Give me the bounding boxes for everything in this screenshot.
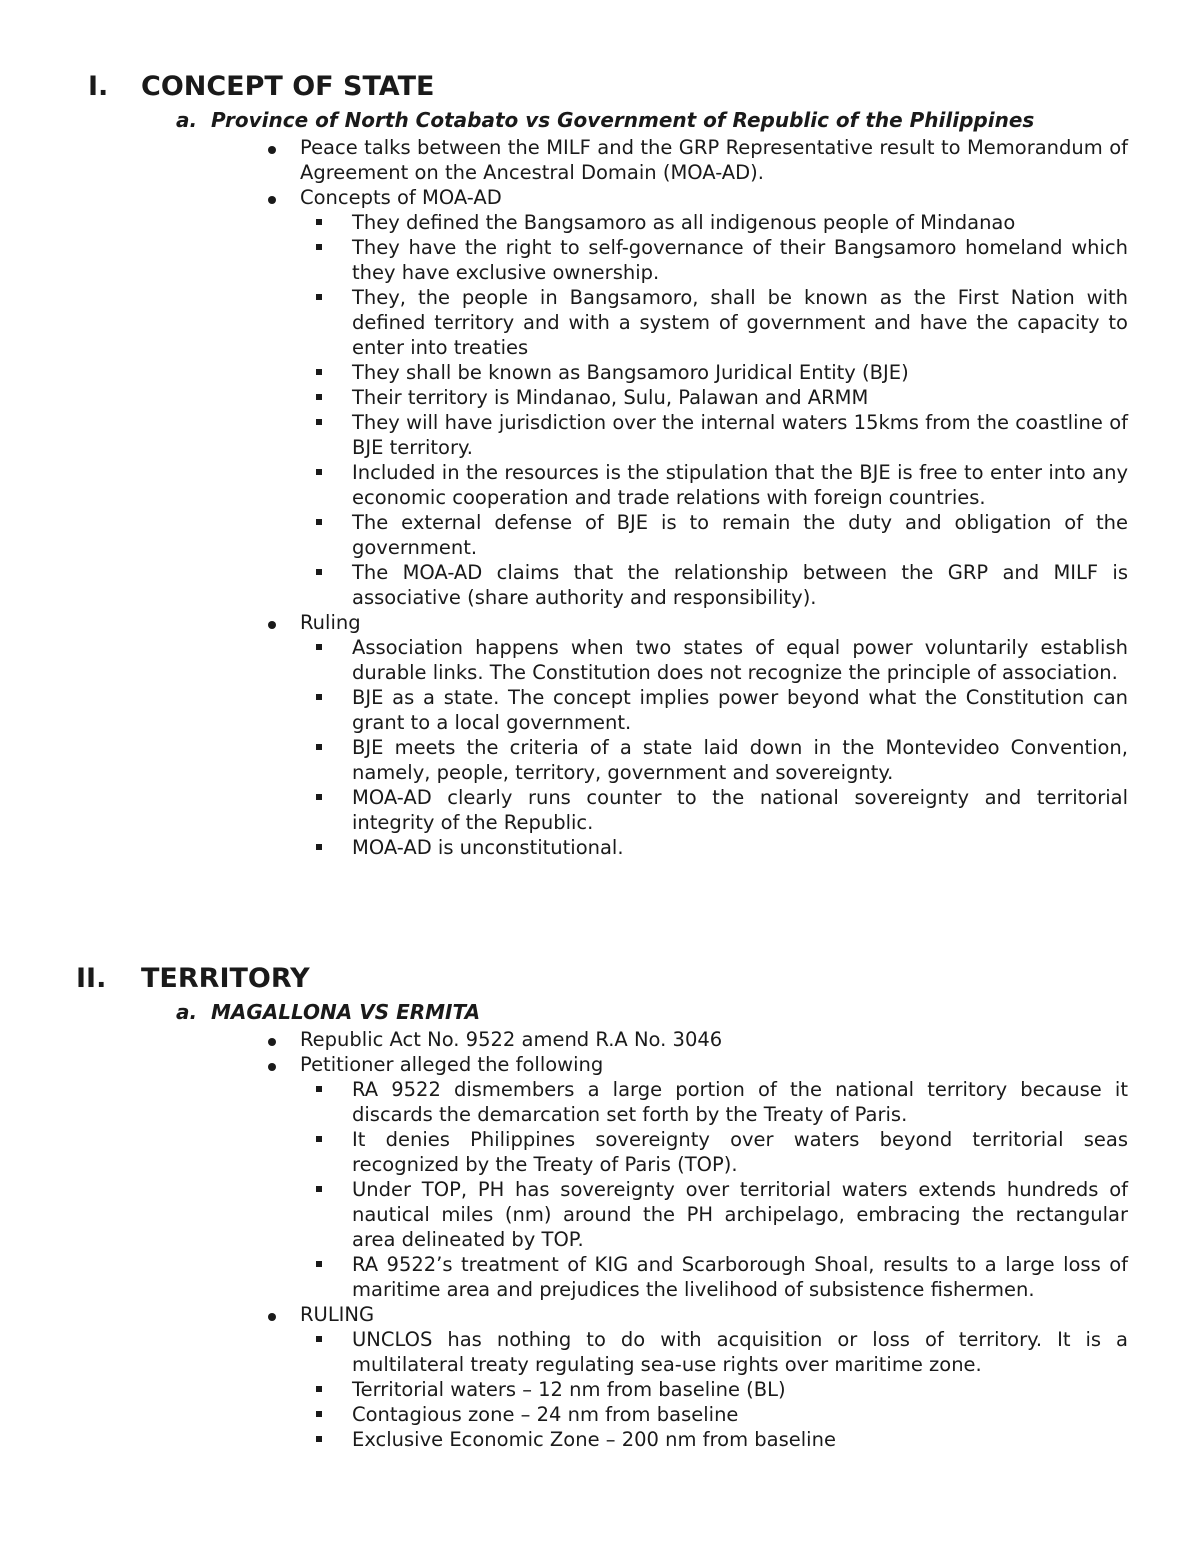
- square-bullet-icon: [316, 369, 322, 375]
- bullet-dot-icon: [266, 185, 278, 210]
- bullet-dot-icon: [266, 1052, 278, 1077]
- sub-list-item: Exclusive Economic Zone – 200 nm from baseline: [352, 1427, 1128, 1452]
- sub-list-item: Their territory is Mindanao, Sulu, Palawan and ARMM: [352, 385, 1128, 410]
- sub-list-item: The MOA-AD claims that the relationship between the GRP and MILF is associative (share authority and responsibility).: [352, 560, 1128, 610]
- square-bullet-icon: [316, 1336, 322, 1342]
- square-bullet-icon: [316, 219, 322, 225]
- sub-list-item: Association happens when two states of equal power voluntarily establish durable links. The Constitution does not recognize the principle of association.: [352, 635, 1128, 685]
- sub-list-item: UNCLOS has nothing to do with acquisition or loss of territory. It is a multilateral treaty regulating sea-use rights over maritime zone.: [352, 1327, 1128, 1377]
- section-title: CONCEPT OF STATE: [141, 71, 435, 102]
- square-bullet-icon: [316, 1386, 322, 1392]
- sub-list-item: They shall be known as Bangsamoro Juridical Entity (BJE): [352, 360, 1128, 385]
- sub-list-item: RA 9522 dismembers a large portion of the national territory because it discards the demarcation set forth by the Treaty of Paris.: [352, 1077, 1128, 1127]
- square-bullet-icon: [316, 744, 322, 750]
- sub-list-item: MOA-AD is unconstitutional.: [352, 835, 1128, 860]
- square-bullet-icon: [316, 519, 322, 525]
- square-bullet-icon: [316, 1411, 322, 1417]
- section-title: TERRITORY: [141, 963, 310, 994]
- list-item: RULING UNCLOS has nothing to do with acquisition or loss of territory. It is a multilateral treaty regulating sea-use rights over maritime zone. Territorial waters – 12 nm from baseline (BL) Contagious zone – 24 nm from baseline Exclusive Economic Zone – 200 nm from baseline: [0, 1302, 1128, 1452]
- square-bullet-icon: [316, 844, 322, 850]
- sub-list-item: MOA-AD clearly runs counter to the national sovereignty and territorial integrity of the Republic.: [352, 785, 1128, 835]
- sub-bullet-list: [300, 635, 1128, 860]
- subsection-letter: a.: [176, 1000, 198, 1024]
- sub-list-item: BJE meets the criteria of a state laid down in the Montevideo Convention, namely, people, territory, government and sovereignty.: [352, 735, 1128, 785]
- bullet-list: [0, 135, 1200, 860]
- sub-list-item: They have the right to self-governance of their Bangsamoro homeland which they have exclusive ownership.: [352, 235, 1128, 285]
- sub-bullet-list: [300, 1077, 1128, 1302]
- square-bullet-icon: [316, 1086, 322, 1092]
- square-bullet-icon: [316, 469, 322, 475]
- sub-list-item: Contagious zone – 24 nm from baseline: [352, 1402, 1128, 1427]
- sub-list-item: It denies Philippines sovereignty over waters beyond territorial seas recognized by the Treaty of Paris (TOP).: [352, 1127, 1128, 1177]
- subsection-heading: [0, 108, 1200, 135]
- sub-list-item: They, the people in Bangsamoro, shall be known as the First Nation with defined territory and with a system of government and have the capacity to enter into treaties: [352, 285, 1128, 360]
- subsection-heading: [0, 1000, 1200, 1027]
- subsection-title: MAGALLONA VS ERMITA: [211, 1000, 481, 1024]
- sub-list-item: Territorial waters – 12 nm from baseline (BL): [352, 1377, 1128, 1402]
- square-bullet-icon: [316, 244, 322, 250]
- square-bullet-icon: [316, 569, 322, 575]
- sub-list-item: Included in the resources is the stipulation that the BJE is free to enter into any economic cooperation and trade relations with foreign countries.: [352, 460, 1128, 510]
- square-bullet-icon: [316, 1136, 322, 1142]
- section-concept-of-state: [0, 70, 1200, 860]
- subsection-title: Province of North Cotabato vs Government of Republic of the Philippines: [211, 108, 1035, 132]
- sub-bullet-list: [300, 210, 1128, 610]
- bullet-dot-icon: [266, 1027, 278, 1052]
- square-bullet-icon: [316, 1261, 322, 1267]
- square-bullet-icon: [316, 419, 322, 425]
- bullet-dot-icon: [266, 135, 278, 160]
- sub-list-item: BJE as a state. The concept implies power beyond what the Constitution can grant to a local government.: [352, 685, 1128, 735]
- list-item: Ruling Association happens when two states of equal power voluntarily establish durable links. The Constitution does not recognize the principle of association. BJE as a state. The concept implies power beyond what the Constitution can grant to a local government. BJE meets the criteria of a state laid down in the Montevideo Convention, namely, people, territory, government and sovereignty. MOA-AD clearly runs counter to the national sovereignty and territorial integrity of the Republic. MOA-AD is unconstitutional.: [0, 610, 1128, 860]
- sub-list-item: They defined the Bangsamoro as all indigenous people of Mindanao: [352, 210, 1128, 235]
- square-bullet-icon: [316, 294, 322, 300]
- square-bullet-icon: [316, 694, 322, 700]
- bullet-list: [0, 1027, 1200, 1452]
- square-bullet-icon: [316, 1186, 322, 1192]
- section-heading: [0, 962, 1200, 1000]
- sub-list-item: RA 9522’s treatment of KIG and Scarborough Shoal, results to a large loss of maritime area and prejudices the livelihood of subsistence fishermen.: [352, 1252, 1128, 1302]
- section-heading: [0, 70, 1200, 108]
- square-bullet-icon: [316, 394, 322, 400]
- square-bullet-icon: [316, 644, 322, 650]
- section-number: I.: [88, 71, 109, 102]
- section-territory: [0, 962, 1200, 1452]
- sub-list-item: The external defense of BJE is to remain the duty and obligation of the government.: [352, 510, 1128, 560]
- sub-list-item: Under TOP, PH has sovereignty over territorial waters extends hundreds of nautical miles (nm) around the PH archipelago, embracing the rectangular area delineated by TOP.: [352, 1177, 1128, 1252]
- list-item: Republic Act No. 9522 amend R.A No. 3046: [0, 1027, 1128, 1052]
- square-bullet-icon: [316, 794, 322, 800]
- bullet-dot-icon: [266, 1302, 278, 1327]
- sub-bullet-list: [300, 1327, 1128, 1452]
- list-item: Peace talks between the MILF and the GRP Representative result to Memorandum of Agreement on the Ancestral Domain (MOA-AD).: [0, 135, 1128, 185]
- bullet-dot-icon: [266, 610, 278, 635]
- square-bullet-icon: [316, 1436, 322, 1442]
- list-item: Concepts of MOA-AD They defined the Bangsamoro as all indigenous people of Mindanao They have the right to self-governance of their Bangsamoro homeland which they have exclusive ownership. They, the people in Bangsamoro, shall be known as the First Nation with defined territory and with a system of government and have the capacity to enter into treaties They shall be known as Bangsamoro Juridical Entity (BJE) Their territory is Mindanao, Sulu, Palawan and ARMM They will have jurisdiction over the internal waters 15kms from the coastline of BJE territory. Included in the resources is the stipulation that the BJE is free to enter into any economic cooperation and trade relations with foreign countries. The external defense of BJE is to remain the duty and obligation of the government. The MOA-AD claims that the relationship between the GRP and MILF is associative (share authority and responsibility).: [0, 185, 1128, 610]
- section-number: II.: [76, 963, 107, 994]
- subsection-letter: a.: [176, 108, 198, 132]
- list-item: Petitioner alleged the following RA 9522 dismembers a large portion of the national territory because it discards the demarcation set forth by the Treaty of Paris. It denies Philippines sovereignty over waters beyond territorial seas recognized by the Treaty of Paris (TOP). Under TOP, PH has sovereignty over territorial waters extends hundreds of nautical miles (nm) around the PH archipelago, embracing the rectangular area delineated by TOP. RA 9522’s treatment of KIG and Scarborough Shoal, results to a large loss of maritime area and prejudices the livelihood of subsistence fishermen.: [0, 1052, 1128, 1302]
- sub-list-item: They will have jurisdiction over the internal waters 15kms from the coastline of BJE territory.: [352, 410, 1128, 460]
